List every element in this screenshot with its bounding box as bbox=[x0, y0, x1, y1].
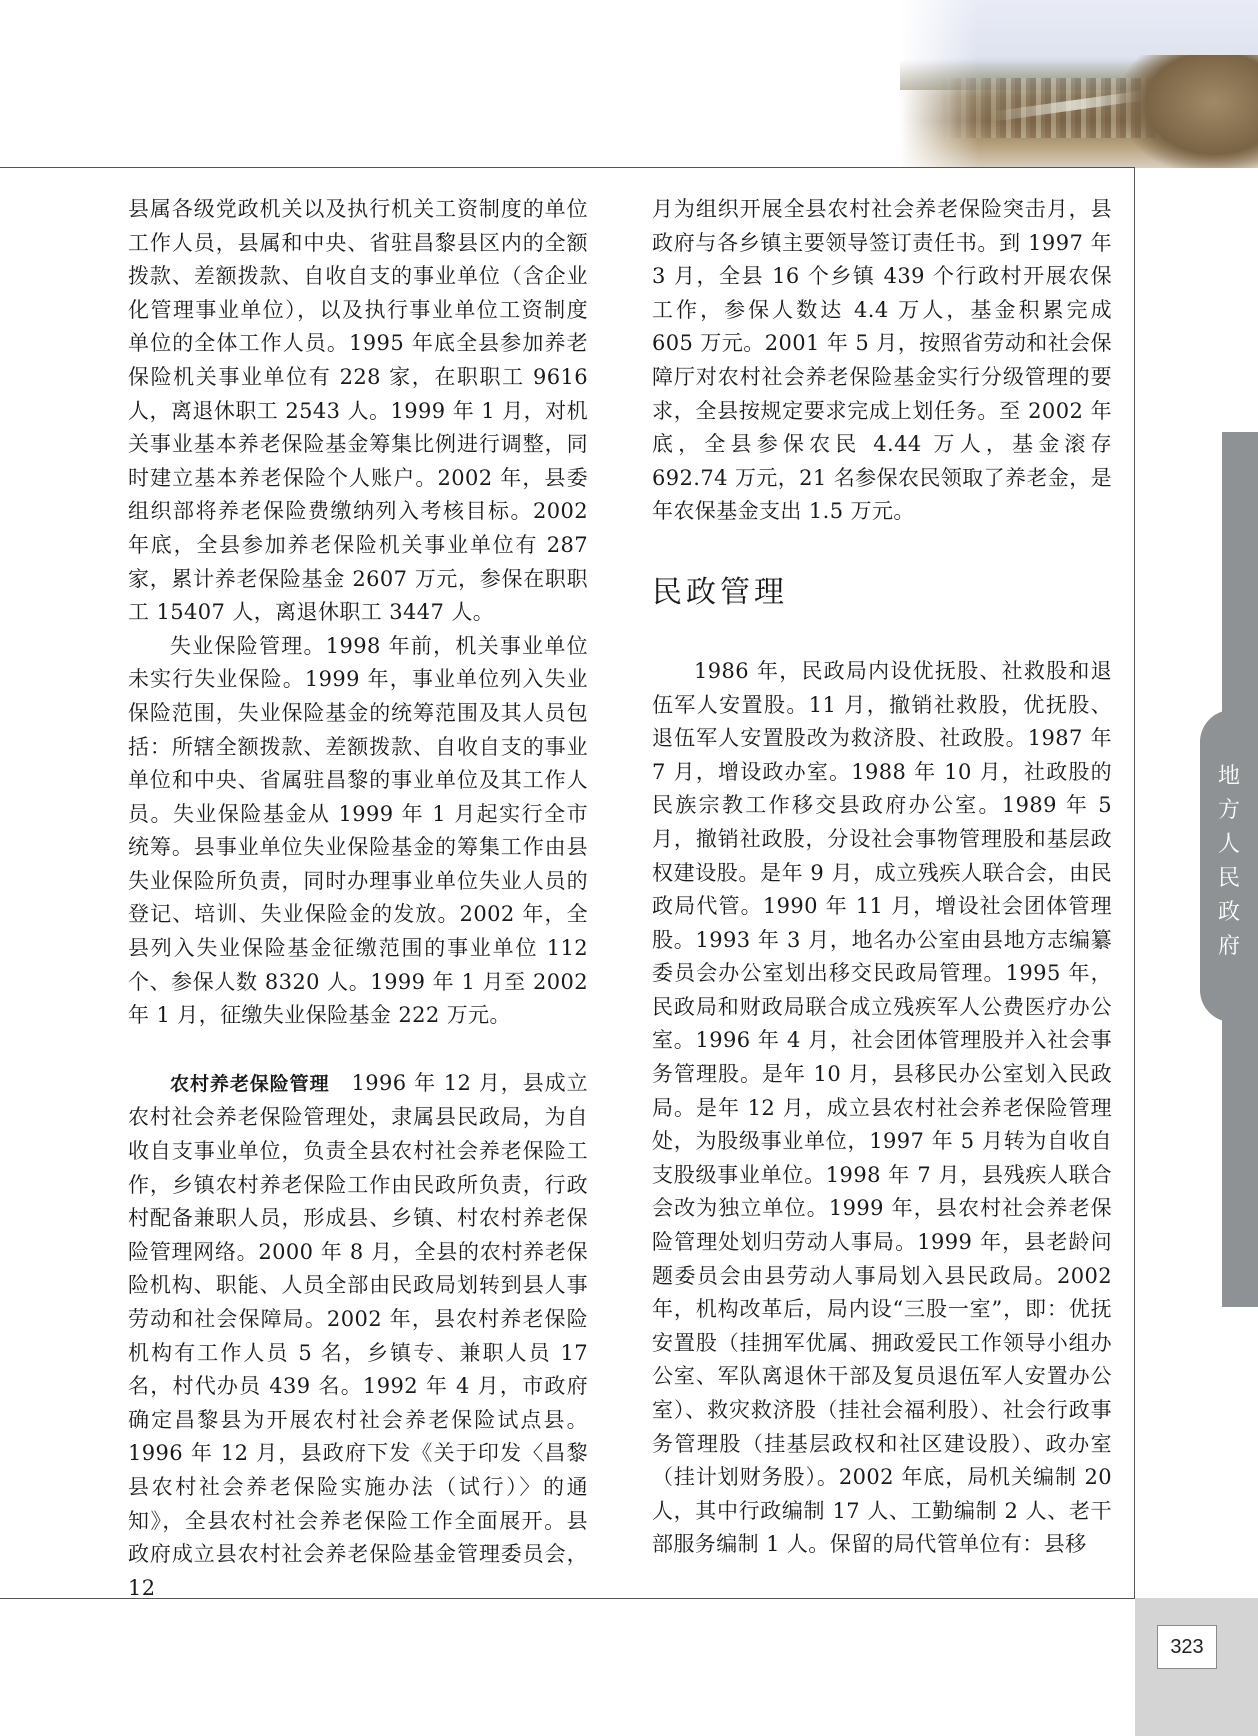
side-label-char: 府 bbox=[1217, 934, 1240, 959]
paragraph: 县属各级党政机关以及执行机关工资制度的单位工作人员，县属和中央、省驻昌黎县区内的全额拨款、差额拨款、自收自支的事业单位（含企业化管理事业单位），以及执行事业单位工资制度单位的全体工作人员。1995 年底全县参加养老保险机关事业单位有 228 家，在职职工 9616 人，离退休职工 2543 人。1999 年 1 月，对机关事业基本养老保险基金筹集比例进行调整，同时建立基本养老保险个人账户。2002 年，县委组织部将养老保险费缴纳列入考核目标。2002 年底，全县参加养老保险机关事业单位有 287 家，累计养老保险基金 2607 万元，参保在职职工 15407 人，离退休职工 3447 人。 bbox=[128, 197, 588, 625]
section-heading: 民政管理 bbox=[652, 574, 788, 610]
side-label-char: 民 bbox=[1217, 866, 1240, 891]
paragraph: 失业保险管理。1998 年前，机关事业单位未实行失业保险。1999 年，事业单位列入失业保险范围，失业保险基金的统筹范围及其人员包括：所辖全额拨款、差额拨款、自收自支的事业单位和中央、省属驻昌黎的事业单位及其工作人员。失业保险基金从 1999 年 1 月起实行全市统筹。县事业单位失业保险基金的筹集工作由县失业保险所负责，同时办理事业单位失业人员的登记、培训、失业保险金的发放。2002 年，全县列入失业保险基金征缴范围的事业单位 112 个、参保人数 8320 人。1999 年 1 月至 2002 年 1 月，征缴失业保险基金 222 万元。 bbox=[128, 633, 588, 1028]
side-label-char: 方 bbox=[1217, 798, 1240, 823]
paragraph bbox=[128, 1067, 588, 1606]
top-rule bbox=[0, 167, 1135, 168]
paragraph-gap bbox=[128, 1033, 588, 1067]
section-subtitle: 农村养老保险管理 bbox=[170, 1072, 330, 1095]
landscape-photo bbox=[900, 0, 1258, 168]
right-margin-rule bbox=[1134, 167, 1135, 1599]
left-column bbox=[128, 193, 588, 1605]
chapter-side-label bbox=[1200, 760, 1258, 964]
photo-hill bbox=[1118, 55, 1258, 168]
page-number: 323 bbox=[1157, 1625, 1217, 1669]
side-label-char: 人 bbox=[1217, 832, 1240, 857]
side-label-char: 政 bbox=[1217, 900, 1240, 925]
side-label-char: 地 bbox=[1217, 764, 1240, 789]
paragraph-text: 1996 年 12 月，县成立农村社会养老保险管理处，隶属县民政局，为自收自支事业单位，负责全县农村社会养老保险工作，乡镇农村养老保险工作由民政所负责，行政村配备兼职人员，形成县、乡镇、村农村养老保险管理网络。2000 年 8 月，全县的农村养老保险机构、职能、人员全部由民政局划转到县人事劳动和社会保障局。2002 年，县农村养老保险机构有工作人员 5 名，乡镇专、兼职人员 17 名，村代办员 439 名。1992 年 4 月，市政府确定昌黎县为开展农村社会养老保险试点县。1996 年 12 月，县政府下发《关于印发〈昌黎县农村社会养老保险实施办法（试行）〉的通知》，全县农村社会养老保险工作全面展开。县政府成立县农村社会养老保险基金管理委员会，12 bbox=[128, 1070, 588, 1600]
paragraph: 月为组织开展全县农村社会养老保险突击月，县政府与各乡镇主要领导签订责任书。到 1997 年 3 月，全县 16 个乡镇 439 个行政村开展农保工作，参保人数达 4.4 万人，基金积累完成 605 万元。2001 年 5 月，按照省劳动和社会保障厅对农村社会养老保险基金实行分级管理的要求，全县按规定要求完成上划任务。至 2002 年底，全县参保农民 4.44 万人，基金滚存 692.74 万元，21 名参保农民领取了养老金，是年农保基金支出 1.5 万元。 bbox=[652, 197, 1112, 524]
paragraph: 1986 年，民政局内设优抚股、社救股和退伍军人安置股。11 月，撤销社救股，优抚股、退伍军人安置股改为救济股、社政股。1987 年 7 月，增设政办室。1988 年 10 月，社政股的民族宗教工作移交县政府办公室。1989 年 5 月，撤销社政股，分设社会事物管理股和基层政权建设股。是年 9 月，成立残疾人联合会，由民政局代管。1990 年 11 月，增设社会团体管理股。1993 年 3 月，地名办公室由县地方志编纂委员会办公室划出移交民政局管理。1995 年，民政局和财政局联合成立残疾军人公费医疗办公室。1996 年 4 月，社会团体管理股并入社会事务管理股。是年 10 月，县移民办公室划入民政局。是年 12 月，成立县农村社会养老保险管理处，为股级事业单位，1997 年 5 月转为自收自支股级事业单位。1998 年 7 月，县残疾人联合会改为独立单位。1999 年，县农村社会养老保险管理处划归劳动人事局。1999 年，县老龄问题委员会由县劳动人事局划入县民政局。2002 年，机构改革后，局内设“三股一室”，即：优抚安置股（挂拥军优属、拥政爱民工作领导小组办公室、军队离退休干部及复员退伍军人安置办公室）、救灾救济股（挂社会福利股）、社会行政事务管理股（挂基层政权和社区建设股）、政办室（挂计划财务股）。2002 年底，局机关编制 20 人，其中行政编制 17 人、工勤编制 2 人、老干部服务编制 1 人。保留的局代管单位有：县移 bbox=[652, 658, 1112, 1557]
right-column bbox=[652, 193, 1112, 1562]
